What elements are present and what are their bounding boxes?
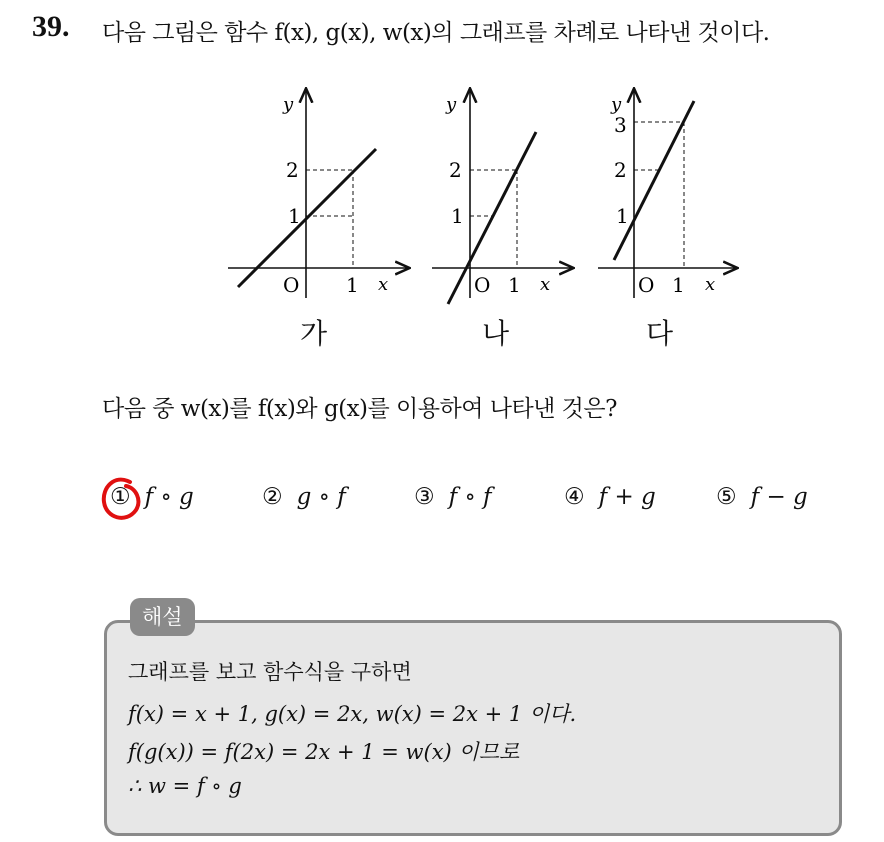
graph-na-y-axis-label: y	[446, 94, 457, 115]
choice-1[interactable]	[110, 484, 194, 510]
choice-3-number: ③	[414, 484, 435, 510]
graph-label-ga: 가	[300, 317, 328, 350]
choice-3-text: f ∘ f	[448, 484, 492, 510]
choice-3[interactable]	[414, 484, 492, 510]
graph-da-x-tick-1: 1	[672, 273, 685, 297]
choice-2[interactable]	[262, 484, 346, 510]
graph-da-origin: O	[638, 273, 655, 297]
solution-line-3: f(g(x)) = f(2x) = 2x + 1 = w(x) 이므로	[128, 740, 520, 764]
solution-line-1: 그래프를 보고 함수식을 구하면	[128, 660, 412, 684]
graph-ga-x-tick-1: 1	[346, 273, 359, 297]
solution-tag: 해설	[130, 598, 195, 636]
solution-line-2: f(x) = x + 1, g(x) = 2x, w(x) = 2x + 1 이다.	[128, 702, 577, 726]
question-number: 39.	[32, 10, 70, 43]
sub-question-text: 다음 중 w(x)를 f(x)와 g(x)를 이용하여 나타낸 것은?	[102, 396, 617, 422]
graph-na-x-axis-label: x	[540, 274, 551, 295]
graph-label-na: 나	[482, 317, 510, 350]
choice-5-text: f − g	[750, 484, 808, 510]
graph-da-y-tick-2: 2	[614, 158, 627, 182]
graph-ga-y-tick-2: 2	[286, 158, 299, 182]
graph-ga-origin: O	[283, 273, 300, 297]
solution-box	[104, 620, 842, 836]
graph-ga-x-axis-label: x	[378, 274, 389, 295]
choice-2-text: g ∘ f	[296, 484, 346, 510]
graph-da-x-axis-label: x	[705, 274, 716, 295]
choice-5[interactable]	[716, 484, 808, 510]
question-text: 다음 그림은 함수 f(x), g(x), w(x)의 그래프를 차례로 나타낸 것이다.	[102, 20, 770, 46]
graph-label-da: 다	[646, 317, 674, 350]
graph-na-x-tick-1: 1	[508, 273, 521, 297]
graph-ga-y-axis-label: y	[283, 94, 294, 115]
graph-na	[432, 90, 572, 304]
graphs-figure	[0, 0, 884, 360]
choice-4-number: ④	[564, 484, 585, 510]
graph-na-y-tick-2: 2	[449, 158, 462, 182]
solution-line-4: ∴ w = f ∘ g	[128, 774, 242, 798]
graph-da-y-tick-3: 3	[614, 113, 627, 137]
graph-da-y-axis-label: y	[611, 94, 622, 115]
choice-5-number: ⑤	[716, 484, 737, 510]
graph-da-y-tick-1: 1	[616, 204, 629, 228]
choice-4-text: f + g	[598, 484, 656, 510]
choice-4[interactable]	[564, 484, 656, 510]
choice-1-number: ①	[110, 484, 131, 510]
graph-da	[598, 90, 736, 298]
graph-ga-y-tick-1: 1	[288, 204, 301, 228]
graph-na-y-tick-1: 1	[451, 204, 464, 228]
graph-na-origin: O	[474, 273, 491, 297]
graph-ga	[228, 90, 408, 298]
choice-2-number: ②	[262, 484, 283, 510]
choice-1-text: f ∘ g	[144, 484, 194, 510]
